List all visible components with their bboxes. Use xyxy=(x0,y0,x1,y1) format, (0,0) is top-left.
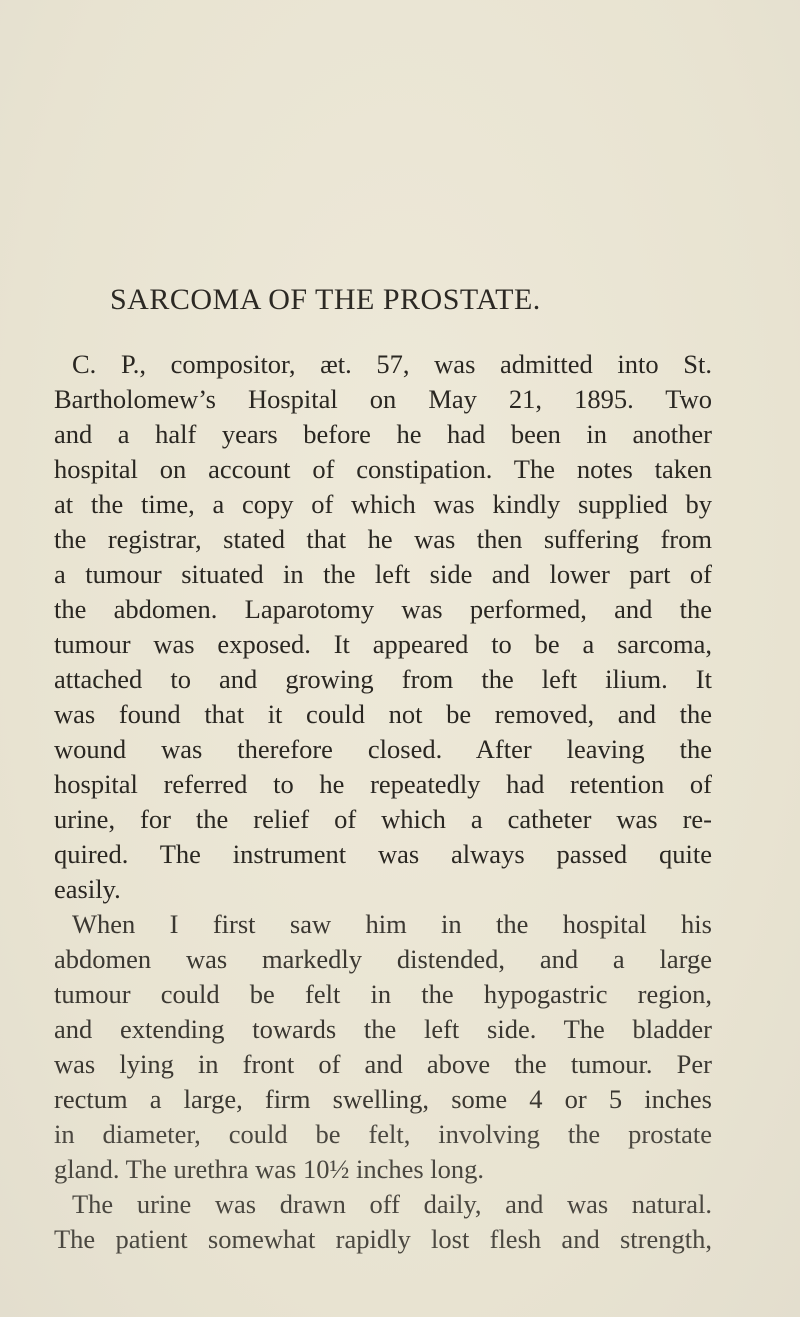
text-line: wound was therefore closed. After leaving the xyxy=(54,734,712,764)
text-line: abdomen was markedly distended, and a large xyxy=(54,944,712,974)
text-line: The urine was drawn off daily, and was natural. xyxy=(72,1189,712,1219)
text-line: and extending towards the left side. The bladder xyxy=(54,1014,712,1044)
text-line: quired. The instrument was always passed quite xyxy=(54,839,712,869)
text-line: rectum a large, firm swelling, some 4 or 5 inches xyxy=(54,1084,712,1114)
text-line: C. P., compositor, æt. 57, was admitted into St. xyxy=(72,349,712,379)
text-line: hospital on account of constipation. The notes taken xyxy=(54,454,712,484)
text-line: at the time, a copy of which was kindly supplied by xyxy=(54,489,712,519)
text-line: gland. The urethra was 10½ inches long. xyxy=(54,1154,485,1184)
text-line: in diameter, could be felt, involving the prostate xyxy=(54,1119,712,1149)
text-line: the registrar, stated that he was then suffering from xyxy=(54,524,712,554)
text-line: Bartholomew’s Hospital on May 21, 1895. Two xyxy=(54,384,712,414)
text-line: urine, for the relief of which a catheter was re- xyxy=(54,804,712,834)
text-line: attached to and growing from the left ilium. It xyxy=(54,664,712,694)
text-line: was found that it could not be removed, and the xyxy=(54,699,712,729)
text-line: a tumour situated in the left side and lower part of xyxy=(54,559,712,589)
text-line: was lying in front of and above the tumour. Per xyxy=(54,1049,712,1079)
text-line: tumour could be felt in the hypogastric region, xyxy=(54,979,712,1009)
text-line: tumour was exposed. It appeared to be a sarcoma, xyxy=(54,629,712,659)
page-title: SARCOMA OF THE PROSTATE. xyxy=(110,283,541,316)
text-line: and a half years before he had been in another xyxy=(54,419,712,449)
text-line: the abdomen. Laparotomy was performed, and the xyxy=(54,594,712,624)
text-line: hospital referred to he repeatedly had retention of xyxy=(54,769,712,799)
text-line: The patient somewhat rapidly lost flesh and strength, xyxy=(54,1224,712,1254)
body-text xyxy=(54,347,712,1257)
text-line: When I first saw him in the hospital his xyxy=(72,909,712,939)
text-line: easily. xyxy=(54,874,121,904)
